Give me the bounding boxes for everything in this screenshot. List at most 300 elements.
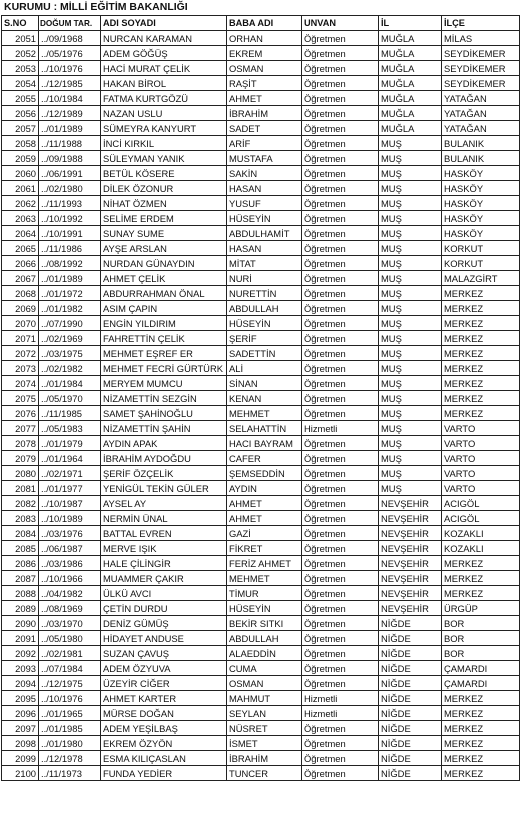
cell-district: MERKEZ [442,406,520,421]
cell-sno: 2092 [2,646,39,661]
cell-full-name: SAMET ŞAHİNOĞLU [101,406,227,421]
cell-full-name: NURCAN KARAMAN [101,31,227,46]
table-row [2,721,520,736]
cell-father-name: MAHMUT [227,691,302,706]
cell-title: Öğretmen [302,751,379,766]
cell-father-name: BEKİR SITKI [227,616,302,631]
cell-father-name: RAŞİT [227,76,302,91]
table-row [2,706,520,721]
cell-birth-date: ../01/1984 [39,376,101,391]
cell-birth-date: ../10/1991 [39,226,101,241]
cell-father-name: HASAN [227,241,302,256]
cell-sno: 2089 [2,601,39,616]
cell-sno: 2065 [2,241,39,256]
cell-district: MERKEZ [442,751,520,766]
cell-birth-date: ../10/1984 [39,91,101,106]
cell-full-name: MÜRSE DOĞAN [101,706,227,721]
cell-full-name: FATMA KURTGÖZÜ [101,91,227,106]
cell-birth-date: ../12/1975 [39,676,101,691]
cell-full-name: FUNDA YEDİER [101,766,227,781]
cell-father-name: AHMET [227,511,302,526]
cell-full-name: AYDIN APAK [101,436,227,451]
cell-district: MERKEZ [442,391,520,406]
table-row [2,61,520,76]
cell-full-name: HİDAYET ANDUSE [101,631,227,646]
cell-birth-date: ../10/1987 [39,496,101,511]
cell-full-name: ASIM ÇAPIN [101,301,227,316]
cell-title: Öğretmen [302,286,379,301]
cell-title: Öğretmen [302,151,379,166]
cell-title: Öğretmen [302,586,379,601]
cell-sno: 2094 [2,676,39,691]
cell-father-name: TUNCER [227,766,302,781]
cell-title: Öğretmen [302,571,379,586]
cell-province: MUŞ [379,211,442,226]
cell-district: MERKEZ [442,346,520,361]
cell-province: MUŞ [379,151,442,166]
cell-birth-date: ../01/1980 [39,736,101,751]
cell-title: Öğretmen [302,196,379,211]
cell-birth-date: ../03/1976 [39,526,101,541]
cell-title: Öğretmen [302,481,379,496]
cell-district: HASKÖY [442,181,520,196]
table-row [2,661,520,676]
cell-district: MİLAS [442,31,520,46]
cell-full-name: YENİGÜL TEKİN GÜLER [101,481,227,496]
cell-full-name: ABDURRAHMAN ÖNAL [101,286,227,301]
cell-birth-date: ../11/1985 [39,406,101,421]
table-row [2,676,520,691]
table-row [2,271,520,286]
cell-title: Hizmetli [302,691,379,706]
cell-title: Öğretmen [302,556,379,571]
cell-province: MUĞLA [379,76,442,91]
cell-father-name: MİTAT [227,256,302,271]
cell-province: NİĞDE [379,751,442,766]
cell-birth-date: ../01/1985 [39,721,101,736]
cell-full-name: SUZAN ÇAVUŞ [101,646,227,661]
cell-birth-date: ../01/1972 [39,286,101,301]
cell-title: Öğretmen [302,76,379,91]
cell-sno: 2081 [2,481,39,496]
table-row [2,751,520,766]
cell-full-name: ENGİN YILDIRIM [101,316,227,331]
cell-title: Öğretmen [302,451,379,466]
cell-sno: 2077 [2,421,39,436]
cell-father-name: ABDULHAMİT [227,226,302,241]
cell-province: MUŞ [379,181,442,196]
cell-district: HASKÖY [442,166,520,181]
cell-title: Öğretmen [302,511,379,526]
cell-district: BULANIK [442,151,520,166]
cell-father-name: İBRAHİM [227,106,302,121]
cell-birth-date: ../05/1983 [39,421,101,436]
cell-sno: 2097 [2,721,39,736]
cell-father-name: HÜSEYİN [227,211,302,226]
cell-sno: 2073 [2,361,39,376]
cell-title: Öğretmen [302,181,379,196]
cell-father-name: AHMET [227,496,302,511]
table-row [2,121,520,136]
cell-province: MUŞ [379,286,442,301]
cell-father-name: SEYLAN [227,706,302,721]
column-header-father-name: BABA ADI [227,16,302,31]
cell-father-name: CUMA [227,661,302,676]
cell-sno: 2091 [2,631,39,646]
cell-birth-date: ../05/1980 [39,631,101,646]
cell-sno: 2079 [2,451,39,466]
cell-province: MUŞ [379,241,442,256]
cell-province: MUŞ [379,316,442,331]
cell-district: MERKEZ [442,586,520,601]
cell-full-name: ADEM GÖĞÜŞ [101,46,227,61]
cell-full-name: DENİZ GÜMÜŞ [101,616,227,631]
cell-district: HASKÖY [442,226,520,241]
cell-district: YATAĞAN [442,121,520,136]
cell-full-name: NİZAMETTİN ŞAHİN [101,421,227,436]
cell-province: MUŞ [379,466,442,481]
cell-full-name: NURDAN GÜNAYDIN [101,256,227,271]
column-header-district: İLÇE [442,16,520,31]
cell-birth-date: ../08/1992 [39,256,101,271]
cell-sno: 2093 [2,661,39,676]
cell-district: KOZAKLI [442,541,520,556]
cell-birth-date: ../09/1988 [39,151,101,166]
cell-father-name: GAZİ [227,526,302,541]
cell-full-name: NERMİN ÜNAL [101,511,227,526]
cell-title: Öğretmen [302,121,379,136]
cell-title: Öğretmen [302,91,379,106]
cell-sno: 2052 [2,46,39,61]
cell-province: NİĞDE [379,616,442,631]
table-row [2,466,520,481]
cell-province: NEVŞEHİR [379,601,442,616]
cell-birth-date: ../06/1987 [39,541,101,556]
cell-birth-date: ../05/1976 [39,46,101,61]
cell-full-name: SÜMEYRA KANYURT [101,121,227,136]
cell-sno: 2068 [2,286,39,301]
cell-sno: 2074 [2,376,39,391]
cell-sno: 2067 [2,271,39,286]
cell-province: MUŞ [379,451,442,466]
cell-father-name: SAKİN [227,166,302,181]
cell-father-name: ŞERİF [227,331,302,346]
cell-birth-date: ../12/1989 [39,106,101,121]
cell-full-name: BETÜL KÖSERE [101,166,227,181]
cell-father-name: ORHAN [227,31,302,46]
cell-title: Öğretmen [302,676,379,691]
cell-sno: 2099 [2,751,39,766]
table-row [2,376,520,391]
cell-province: NEVŞEHİR [379,541,442,556]
cell-district: YATAĞAN [442,106,520,121]
table-row [2,361,520,376]
cell-father-name: OSMAN [227,676,302,691]
cell-title: Öğretmen [302,541,379,556]
cell-birth-date: ../11/1988 [39,136,101,151]
cell-sno: 2075 [2,391,39,406]
cell-district: VARTO [442,436,520,451]
cell-province: NEVŞEHİR [379,496,442,511]
cell-district: MERKEZ [442,766,520,781]
cell-title: Öğretmen [302,256,379,271]
cell-district: HASKÖY [442,196,520,211]
cell-father-name: HÜSEYİN [227,316,302,331]
cell-birth-date: ../03/1986 [39,556,101,571]
column-header-sno: S.NO [2,16,39,31]
cell-sno: 2054 [2,76,39,91]
cell-birth-date: ../09/1968 [39,31,101,46]
cell-title: Öğretmen [302,601,379,616]
cell-sno: 2085 [2,541,39,556]
cell-title: Öğretmen [302,526,379,541]
cell-title: Öğretmen [302,736,379,751]
cell-title: Öğretmen [302,61,379,76]
cell-province: MUŞ [379,196,442,211]
table-row [2,556,520,571]
cell-title: Öğretmen [302,136,379,151]
cell-district: ÜRGÜP [442,601,520,616]
table-row [2,406,520,421]
cell-province: NİĞDE [379,631,442,646]
cell-province: MUŞ [379,481,442,496]
cell-province: MUŞ [379,421,442,436]
cell-birth-date: ../06/1991 [39,166,101,181]
cell-father-name: FERİZ AHMET [227,556,302,571]
cell-full-name: SUNAY SUME [101,226,227,241]
cell-full-name: NİHAT ÖZMEN [101,196,227,211]
cell-district: BOR [442,631,520,646]
table-row [2,241,520,256]
cell-full-name: AHMET KARTER [101,691,227,706]
cell-title: Öğretmen [302,631,379,646]
cell-father-name: SADET [227,121,302,136]
cell-title: Öğretmen [302,436,379,451]
cell-title: Öğretmen [302,766,379,781]
cell-title: Öğretmen [302,316,379,331]
table-row [2,601,520,616]
cell-father-name: ABDULLAH [227,301,302,316]
cell-title: Öğretmen [302,301,379,316]
cell-father-name: ALİ [227,361,302,376]
cell-father-name: MEHMET [227,406,302,421]
cell-title: Öğretmen [302,361,379,376]
cell-province: NEVŞEHİR [379,511,442,526]
cell-district: SEYDİKEMER [442,46,520,61]
cell-district: MERKEZ [442,301,520,316]
cell-sno: 2071 [2,331,39,346]
cell-sno: 2061 [2,181,39,196]
cell-title: Öğretmen [302,166,379,181]
cell-birth-date: ../07/1984 [39,661,101,676]
cell-province: MUŞ [379,361,442,376]
cell-district: YATAĞAN [442,91,520,106]
cell-father-name: İBRAHİM [227,751,302,766]
cell-title: Öğretmen [302,391,379,406]
cell-father-name: HÜSEYİN [227,601,302,616]
cell-full-name: ADEM ÖZYUVA [101,661,227,676]
column-header-title: UNVAN [302,16,379,31]
cell-province: MUĞLA [379,46,442,61]
cell-father-name: MUSTAFA [227,151,302,166]
cell-birth-date: ../01/1989 [39,271,101,286]
cell-father-name: TİMUR [227,586,302,601]
cell-birth-date: ../01/1982 [39,301,101,316]
cell-province: MUĞLA [379,121,442,136]
cell-title: Öğretmen [302,346,379,361]
table-row [2,631,520,646]
cell-birth-date: ../10/1989 [39,511,101,526]
cell-district: VARTO [442,481,520,496]
cell-title: Hizmetli [302,421,379,436]
cell-district: SEYDİKEMER [442,61,520,76]
cell-father-name: SİNAN [227,376,302,391]
table-row [2,646,520,661]
cell-father-name: ŞEMSEDDİN [227,466,302,481]
cell-birth-date: ../10/1976 [39,691,101,706]
cell-birth-date: ../11/1993 [39,196,101,211]
cell-district: HASKÖY [442,211,520,226]
cell-province: NEVŞEHİR [379,571,442,586]
table-row [2,691,520,706]
cell-sno: 2076 [2,406,39,421]
table-row [2,226,520,241]
cell-title: Öğretmen [302,106,379,121]
table-row [2,571,520,586]
cell-province: MUŞ [379,271,442,286]
cell-district: VARTO [442,421,520,436]
cell-sno: 2084 [2,526,39,541]
cell-father-name: EKREM [227,46,302,61]
cell-district: KORKUT [442,241,520,256]
cell-province: MUŞ [379,301,442,316]
cell-sno: 2051 [2,31,39,46]
cell-title: Öğretmen [302,211,379,226]
cell-district: KOZAKLI [442,526,520,541]
cell-title: Öğretmen [302,331,379,346]
cell-father-name: AHMET [227,91,302,106]
cell-birth-date: ../02/1982 [39,361,101,376]
cell-province: NİĞDE [379,646,442,661]
cell-birth-date: ../01/1989 [39,121,101,136]
table-row [2,211,520,226]
cell-full-name: EKREM ÖZYÖN [101,736,227,751]
cell-birth-date: ../11/1986 [39,241,101,256]
cell-district: VARTO [442,466,520,481]
column-header-birth-date: DOĞUM TAR. [39,16,101,31]
cell-title: Öğretmen [302,46,379,61]
column-header-province: İL [379,16,442,31]
cell-title: Öğretmen [302,376,379,391]
cell-district: ACIGÖL [442,496,520,511]
cell-sno: 2055 [2,91,39,106]
cell-father-name: NURETTİN [227,286,302,301]
cell-province: MUŞ [379,331,442,346]
cell-full-name: İBRAHİM AYDOĞDU [101,451,227,466]
cell-sno: 2100 [2,766,39,781]
cell-full-name: İNCİ KIRKIL [101,136,227,151]
cell-sno: 2059 [2,151,39,166]
table-row [2,346,520,361]
cell-sno: 2080 [2,466,39,481]
cell-district: MERKEZ [442,376,520,391]
cell-district: MERKEZ [442,361,520,376]
table-row [2,301,520,316]
cell-district: MERKEZ [442,721,520,736]
table-row [2,316,520,331]
table-row [2,481,520,496]
cell-province: NİĞDE [379,661,442,676]
cell-sno: 2053 [2,61,39,76]
cell-province: MUŞ [379,406,442,421]
cell-sno: 2056 [2,106,39,121]
cell-province: NEVŞEHİR [379,586,442,601]
cell-district: KORKUT [442,256,520,271]
cell-sno: 2072 [2,346,39,361]
table-row [2,511,520,526]
cell-title: Öğretmen [302,721,379,736]
cell-sno: 2082 [2,496,39,511]
cell-full-name: FAHRETTİN ÇELİK [101,331,227,346]
table-row [2,541,520,556]
cell-province: MUĞLA [379,31,442,46]
cell-province: MUĞLA [379,91,442,106]
cell-province: MUŞ [379,436,442,451]
cell-birth-date: ../10/1966 [39,571,101,586]
cell-province: NİĞDE [379,691,442,706]
table-row [2,76,520,91]
cell-title: Öğretmen [302,496,379,511]
table-row [2,286,520,301]
cell-province: MUĞLA [379,106,442,121]
cell-birth-date: ../04/1982 [39,586,101,601]
cell-father-name: İSMET [227,736,302,751]
cell-sno: 2088 [2,586,39,601]
table-row [2,766,520,781]
table-row [2,196,520,211]
cell-province: NİĞDE [379,736,442,751]
cell-district: SEYDİKEMER [442,76,520,91]
cell-birth-date: ../02/1969 [39,331,101,346]
cell-full-name: AYŞE ARSLAN [101,241,227,256]
cell-district: ÇAMARDI [442,676,520,691]
table-row [2,421,520,436]
cell-title: Öğretmen [302,31,379,46]
cell-full-name: NAZAN USLU [101,106,227,121]
cell-title: Öğretmen [302,241,379,256]
table-row [2,391,520,406]
cell-province: MUŞ [379,346,442,361]
cell-province: NEVŞEHİR [379,556,442,571]
cell-province: MUŞ [379,226,442,241]
cell-province: MUŞ [379,391,442,406]
cell-sno: 2069 [2,301,39,316]
cell-sno: 2064 [2,226,39,241]
cell-birth-date: ../12/1985 [39,76,101,91]
cell-title: Öğretmen [302,226,379,241]
cell-district: MERKEZ [442,316,520,331]
cell-district: ACIGÖL [442,511,520,526]
cell-sno: 2090 [2,616,39,631]
cell-birth-date: ../02/1981 [39,646,101,661]
cell-father-name: ALAEDDİN [227,646,302,661]
cell-sno: 2083 [2,511,39,526]
cell-father-name: NURİ [227,271,302,286]
cell-full-name: NİZAMETTİN SEZGİN [101,391,227,406]
cell-full-name: BATTAL EVREN [101,526,227,541]
cell-full-name: MERYEM MUMCU [101,376,227,391]
cell-province: NİĞDE [379,706,442,721]
